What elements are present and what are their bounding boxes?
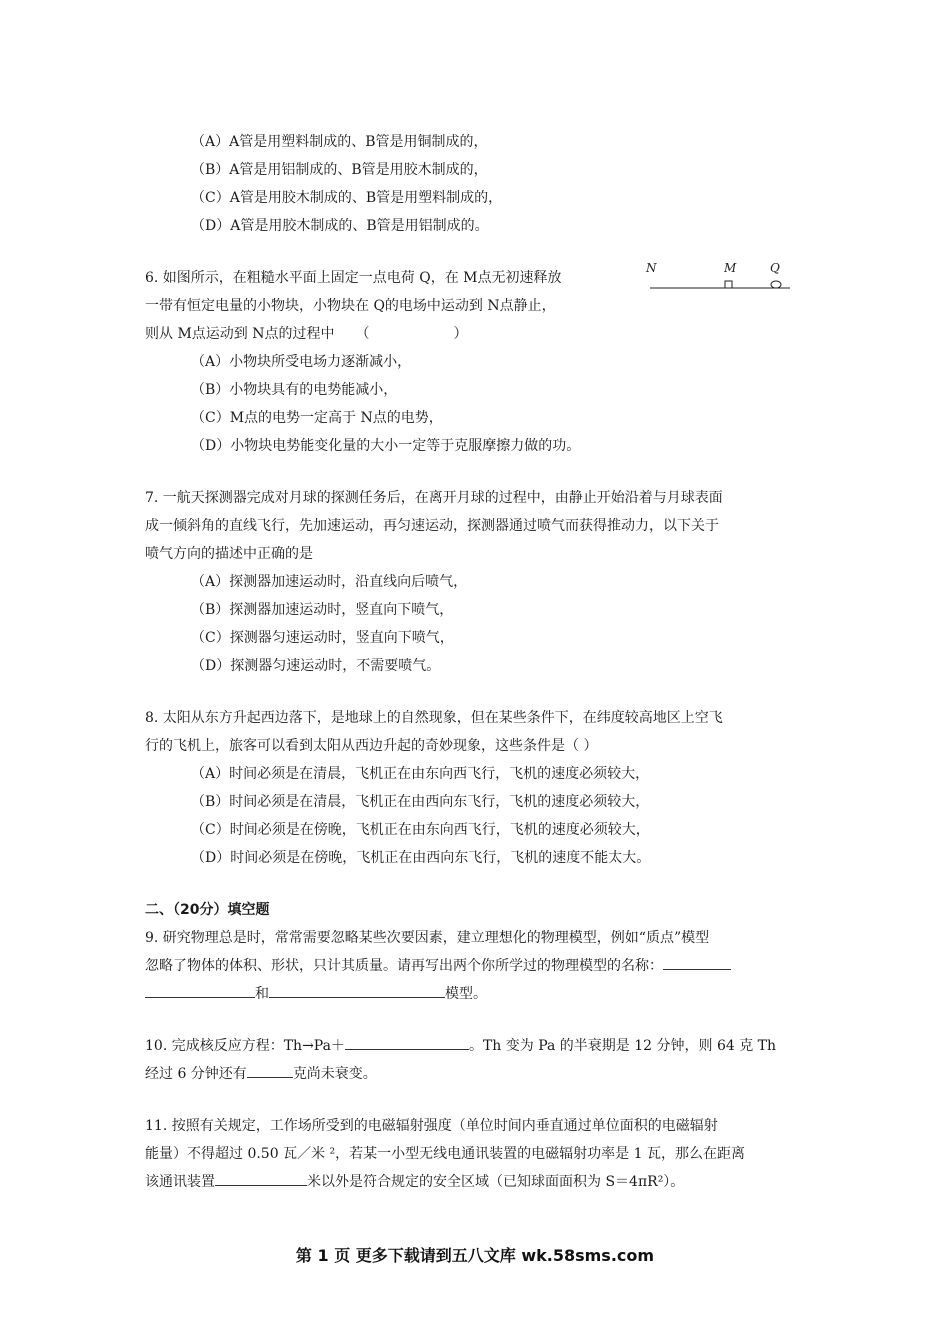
question-text-part: 该通讯装置	[145, 1174, 215, 1190]
question-7	[145, 484, 810, 680]
option-c: （C）M点的电势一定高于 N点的电势，	[191, 410, 443, 426]
q6-figure	[640, 258, 800, 298]
option-c: （C）探测器匀速运动时，竖直向下喷气，	[191, 630, 454, 646]
answer-blank[interactable]	[215, 1169, 307, 1186]
option-b: （B）A管是用铝制成的、B管是用胶木制成的，	[191, 162, 488, 178]
question-11	[145, 1112, 810, 1196]
label-q: Q	[770, 261, 780, 275]
option-d: （D）探测器匀速运动时，不需要喷气。	[191, 658, 441, 674]
question-text-part: 模型。	[445, 986, 487, 1002]
label-n: N	[646, 261, 657, 275]
question-9	[145, 924, 810, 1008]
answer-blank[interactable]	[345, 1033, 469, 1050]
q6-figure-svg	[640, 258, 800, 298]
option-b: （B）小物块具有的电势能减小，	[191, 382, 398, 398]
option-a: （A）A管是用塑料制成的、B管是用铜制成的，	[191, 134, 488, 150]
question-text: 则从 M点运动到 N点的过程中 （ ）	[145, 326, 468, 342]
question-8	[145, 704, 810, 872]
question-text	[145, 1168, 810, 1196]
option-a: （A）时间必须是在清晨，飞机正在由东向西飞行，飞机的速度必须较大，	[191, 766, 650, 782]
question-text: 11. 按照有关规定，工作场所受到的电磁辐射强度（单位时间内垂直通过单位面积的电磁辐射	[145, 1118, 718, 1134]
answer-blank[interactable]	[269, 981, 445, 998]
question-text: 8. 太阳从东方升起西边落下，是地球上的自然现象，但在某些条件下，在纬度较高地区上空飞	[145, 710, 723, 726]
question-text-part: 。Th 变为 Pa 的半衰期是 12 分钟，则 64 克 Th	[468, 1038, 777, 1054]
answer-blank[interactable]	[663, 953, 731, 970]
question-text-part: 米以外是符合规定的安全区域（已知球面面积为 S＝4πR²）。	[307, 1174, 685, 1190]
option-d: （D）时间必须是在傍晚，飞机正在由西向东飞行，飞机的速度不能太大。	[191, 850, 651, 866]
question-text	[145, 1060, 810, 1088]
question-text	[145, 952, 810, 980]
q5-options	[145, 128, 810, 240]
question-text: 6. 如图所示，在粗糙水平面上固定一点电荷 Q，在 M点无初速释放	[145, 270, 562, 286]
label-m: M	[724, 261, 737, 275]
answer-blank[interactable]	[247, 1061, 293, 1078]
question-text	[145, 1032, 810, 1060]
question-10	[145, 1032, 810, 1088]
option-b: （B）时间必须是在清晨，飞机正在由西向东飞行，飞机的速度必须较大，	[191, 794, 650, 810]
answer-blank[interactable]	[145, 981, 255, 998]
question-text: 一带有恒定电量的小物块，小物块在 Q的电场中运动到 N点静止，	[145, 298, 556, 314]
option-d: （D）A管是用胶木制成的、B管是用铝制成的。	[191, 218, 489, 234]
question-text-part: 忽略了物体的体积、形状，只计其质量。请再写出两个你所学过的物理模型的名称：	[145, 958, 663, 974]
block-square	[725, 281, 732, 288]
question-text-part: 经过 6 分钟还有	[145, 1066, 247, 1082]
charge-circle	[771, 281, 781, 288]
section-title: 二、（20分）填空题	[145, 902, 270, 918]
question-text: 能量）不得超过 0.50 瓦／米 ²，若某一小型无线电通讯装置的电磁辐射功率是 1 瓦，那么在距离	[145, 1146, 745, 1162]
option-b: （B）探测器加速运动时，竖直向下喷气，	[191, 602, 454, 618]
question-text: 9. 研究物理总是时，常常需要忽略某些次要因素，建立理想化的物理模型，例如“质点”模型	[145, 930, 710, 946]
question-text-part: 10. 完成核反应方程：Th→Pa＋	[145, 1038, 345, 1054]
question-text	[145, 980, 810, 1008]
question-text: 7. 一航天探测器完成对月球的探测任务后，在离开月球的过程中，由静止开始沿着与月球表面	[145, 490, 723, 506]
question-text: 喷气方向的描述中正确的是	[145, 546, 313, 562]
question-text-part: 克尚未衰变。	[292, 1066, 377, 1082]
option-d: （D）小物块电势能变化量的大小一定等于克服摩擦力做的功。	[191, 438, 581, 454]
question-text: 成一倾斜角的直线飞行，先加速运动，再匀速运动，探测器通过喷气而获得推动力，以下关于	[145, 518, 719, 534]
option-c: （C）A管是用胶木制成的、B管是用塑料制成的，	[191, 190, 503, 206]
question-text: 行的飞机上，旅客可以看到太阳从西边升起的奇妙现象，这些条件是（ ）	[145, 738, 598, 754]
option-a: （A）探测器加速运动时，沿直线向后喷气，	[191, 574, 468, 590]
option-a: （A）小物块所受电场力逐渐减小，	[191, 354, 412, 370]
option-c: （C）时间必须是在傍晚，飞机正在由东向西飞行，飞机的速度必须较大，	[191, 822, 650, 838]
page-footer: 第 1 页 更多下载请到五八文库 wk.58sms.com	[295, 1246, 655, 1265]
question-text-part: 和	[255, 986, 269, 1002]
